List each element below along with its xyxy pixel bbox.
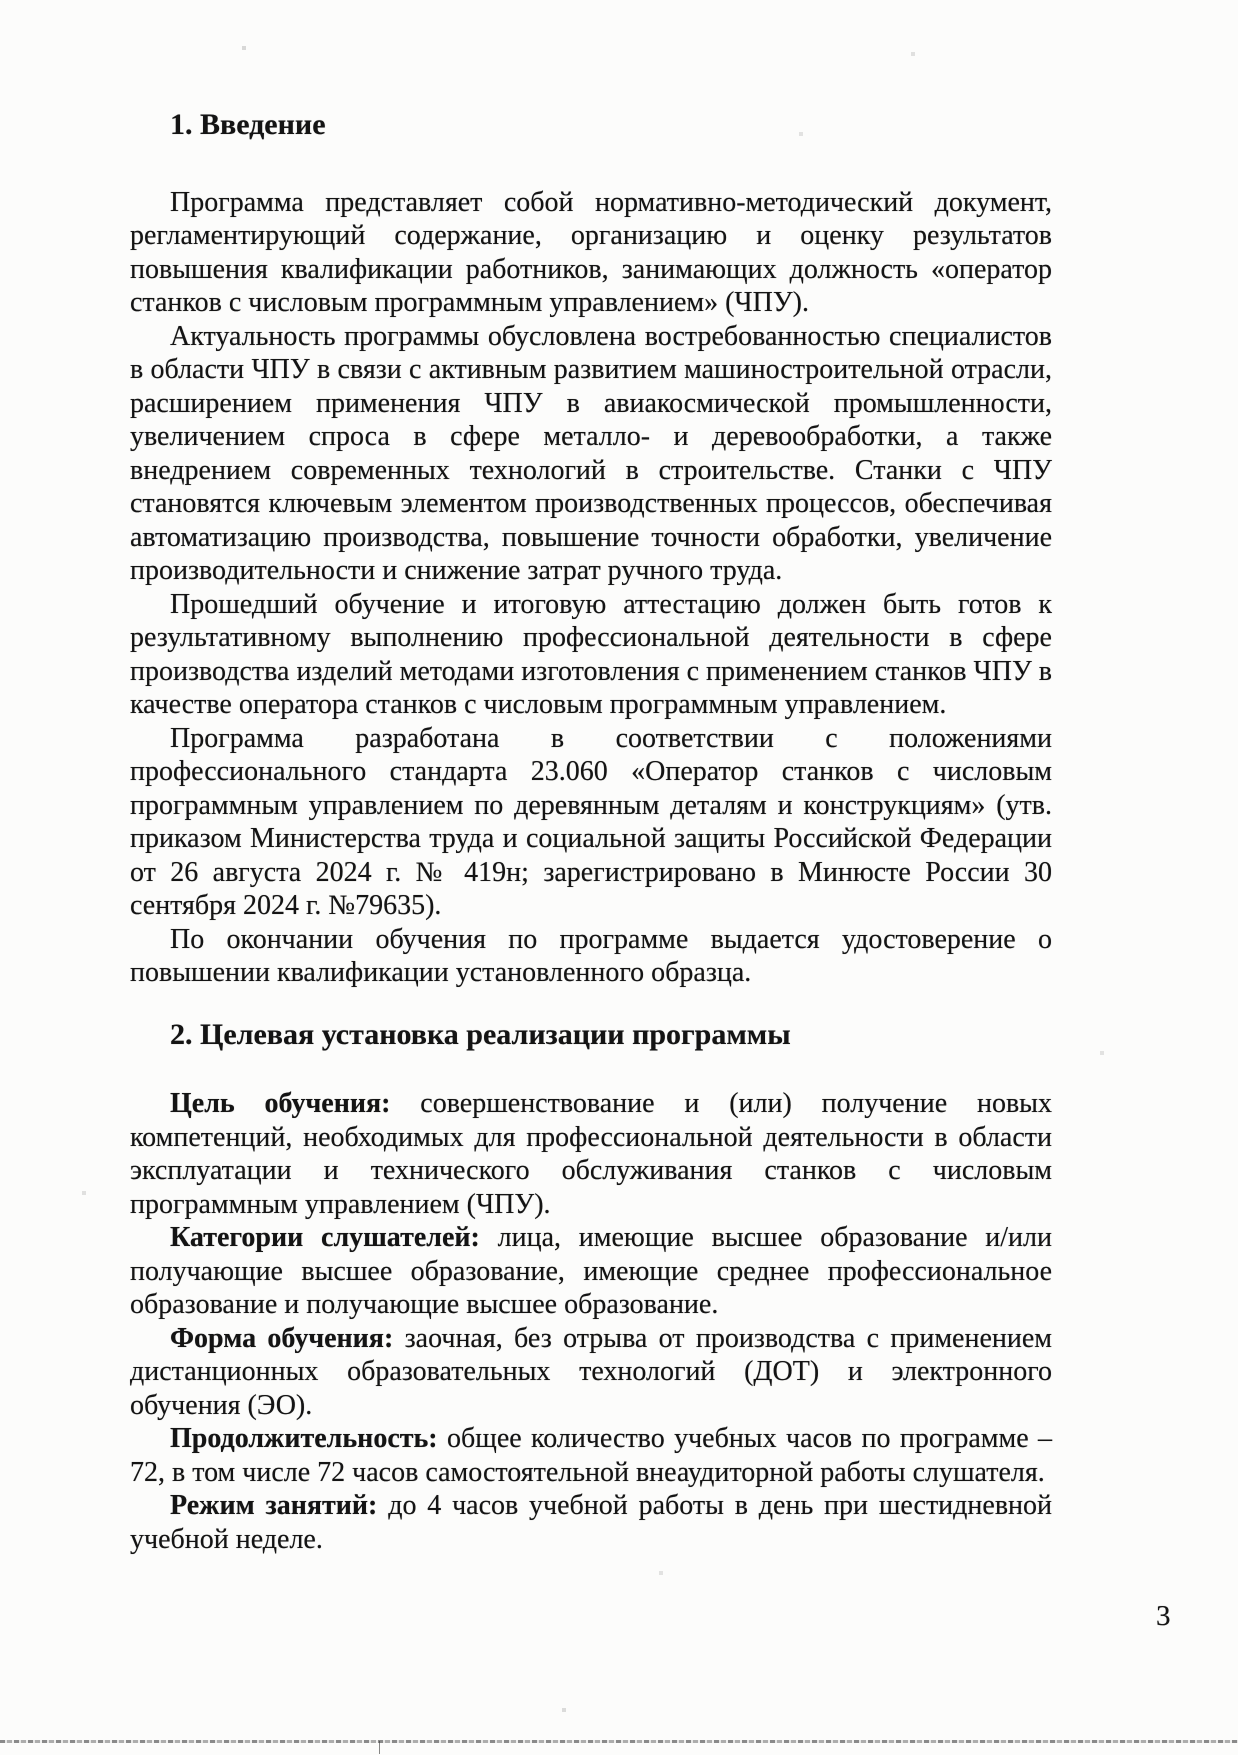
paragraph-text: совершенствование и (или) получение новых компетенций, необходимых для профессиональной деятельности в области эксплуатации и технического обслуживания станков с числовым программным управлением (ЧПУ). xyxy=(130,1088,1052,1220)
paragraph-text: заочная, без отрыва от производства с применением дистанционных образовательных технологий (ДОТ) и электронного обучения (ЭО). xyxy=(130,1322,1052,1421)
paragraph-text: до 4 часов учебной работы в день при шестидневной учебной неделе. xyxy=(130,1490,1053,1555)
paragraph-text: Актуальность программы обусловлена востребованностью специалистов в области ЧПУ в связи с активным развитием машиностроительной отрасли, расширением применения ЧПУ в авиакосмической промышленности, увеличением спроса в сфере металло- и деревообработки, а также внедрением современных технологий в строительстве. Станки с ЧПУ становятся ключевым элементом производственных процессов, обеспечивая автоматизацию производства, повышение точности обработки, увеличение производительности и снижение затрат ручного труда. xyxy=(130,320,1052,586)
paragraph-listener-categories xyxy=(130,1221,1052,1322)
paragraph-text: лица, имеющие высшее образование и/или получающие высшее образование, имеющие среднее профессиональное образование и получающие высшее образование. xyxy=(130,1222,1052,1320)
paragraph-graduate-readiness xyxy=(130,588,1052,722)
paragraph-label: Режим занятий: xyxy=(170,1490,378,1521)
scan-noise-specks xyxy=(0,0,2,2)
paragraph-duration xyxy=(130,1422,1052,1489)
scan-artifact-line xyxy=(0,1740,1238,1743)
paragraph-text: Программа представляет собой нормативно-методический документ, регламентирующий содержание, организацию и оценку результатов повышения квалификации работников, занимающих должность «оператор станков с числовым программным управлением» (ЧПУ). xyxy=(130,186,1052,318)
paragraph-schedule-mode xyxy=(130,1489,1052,1556)
paragraph-text: Прошедший обучение и итоговую аттестацию должен быть готов к результативному выполнению профессиональной деятельности в сфере производства изделий методами изготовления с применением станков ЧПУ в качестве оператора станков с числовым программным управлением. xyxy=(130,588,1052,720)
paragraph-label: Категории слушателей: xyxy=(170,1222,480,1253)
document-content xyxy=(130,0,1052,1556)
paragraph-training-goal xyxy=(130,1087,1052,1221)
paragraph-label: Продолжительность: xyxy=(170,1423,438,1454)
scan-artifact-tick xyxy=(379,1741,380,1754)
paragraph-text: общее количество учебных часов по программе – 72, в том числе 72 часов самостоятельной внеаудиторной работы слушателя. xyxy=(130,1423,1052,1488)
paragraph-professional-standard xyxy=(130,722,1052,923)
paragraph-text: Программа разработана в соответствии с положениями профессионального стандарта 23.060 «Оператор станков с числовым программным управлением по деревянным деталям и конструкциям» (утв. приказом Министерства труда и социальной защиты Российской Федерации от 26 августа 2024 г. № 419н; зарегистрировано в Минюсте России 30 сентября 2024 г. №79635). xyxy=(130,722,1052,921)
page-number: 3 xyxy=(1156,1600,1171,1632)
section-2-heading: 2. Целевая установка реализации программы xyxy=(170,1017,791,1051)
paragraph-certificate xyxy=(130,923,1052,990)
section-1-heading: 1. Введение xyxy=(170,108,326,141)
paragraph-label: Цель обучения: xyxy=(170,1088,391,1119)
paragraph-relevance xyxy=(130,320,1052,588)
paragraph-program-definition xyxy=(130,186,1052,320)
paragraph-label: Форма обучения: xyxy=(170,1322,394,1354)
paragraph-text: По окончании обучения по программе выдается удостоверение о повышении квалификации установленного образца. xyxy=(130,923,1052,988)
paragraph-training-form xyxy=(130,1322,1052,1423)
